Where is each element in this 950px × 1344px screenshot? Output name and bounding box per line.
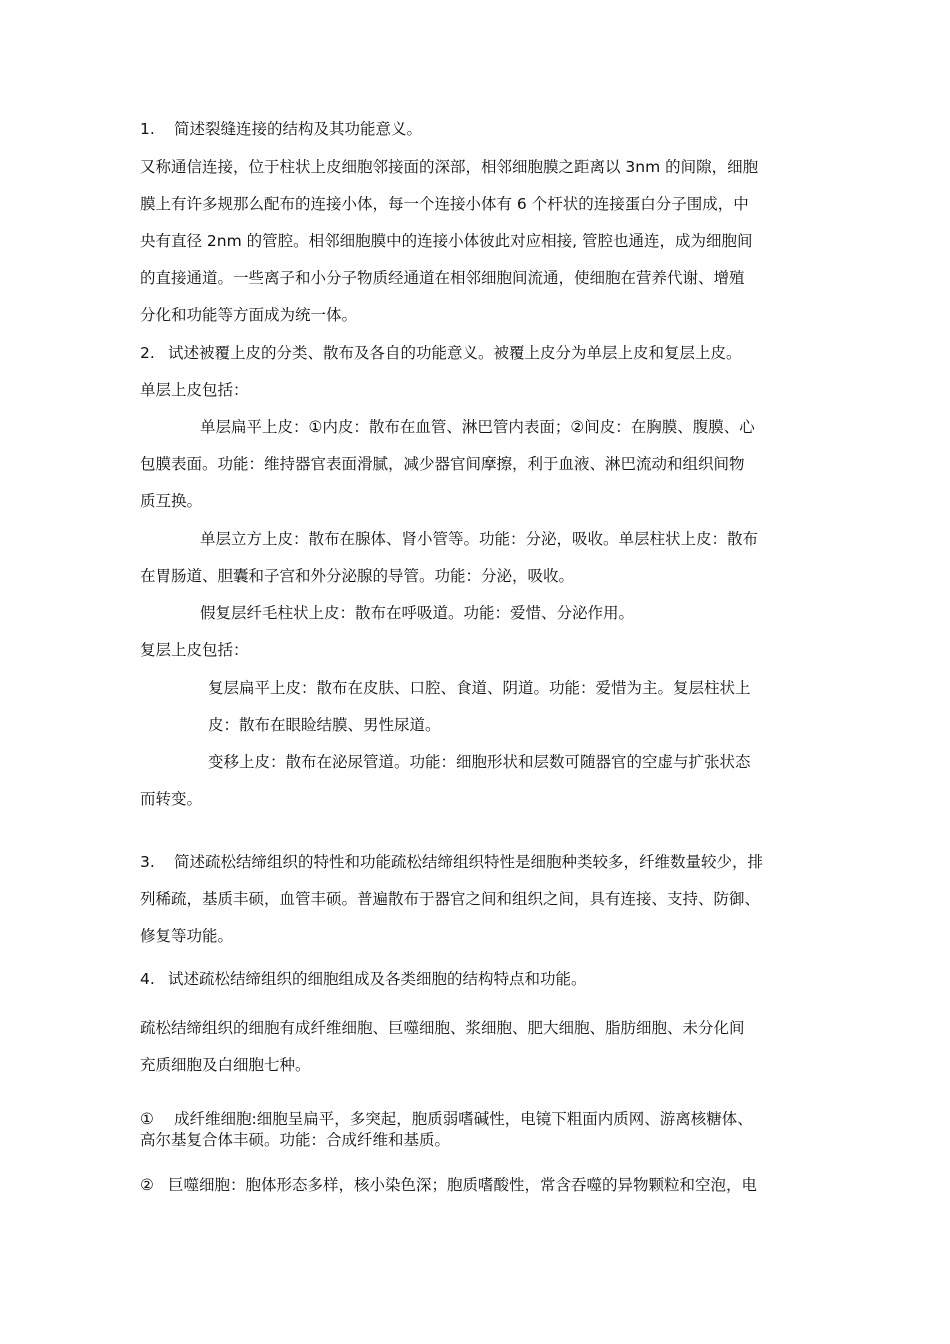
- q2-single-line-4: 单层立方上皮：散布在腺体、肾小管等。功能：分泌，吸收。单层柱状上皮：散布: [200, 530, 759, 548]
- q1-line-3: 央有直径 2nm 的管腔。相邻细胞膜中的连接小体彼此对应相接, 管腔也通连，成为细胞间: [140, 232, 753, 250]
- q3-line-2: 列稀疏，基质丰硕，血管丰硕。普遍散布于器官之间和组织之间，具有连接、支持、防御、: [140, 890, 761, 908]
- q1-number: 1.: [140, 120, 155, 138]
- q4-number: 4.: [140, 970, 155, 988]
- q2-number: 2.: [140, 344, 155, 362]
- q1-heading: [140, 118, 422, 140]
- q3-line-1: 简述疏松结缔组织的特性和功能疏松结缔组织特性是细胞种类较多，纤维数量较少，排: [174, 853, 764, 871]
- q4-intro-line-2: 充质细胞及白细胞七种。: [140, 1056, 311, 1074]
- q1-line-1: 又称通信连接，位于柱状上皮细胞邻接面的深部，相邻细胞膜之距离以 3nm 的间隙，细胞: [140, 158, 759, 176]
- q2-single-line-2: 包膜表面。功能：维持器官表面滑腻，减少器官间摩擦，利于血液、淋巴流动和组织间物: [140, 455, 745, 473]
- q3-heading: [140, 851, 763, 873]
- q4-item-1: [140, 1108, 753, 1130]
- q4-item1-line-2: 高尔基复合体丰硕。功能：合成纤维和基质。: [140, 1131, 451, 1149]
- q2-single-line-1: 单层扁平上皮：①内皮：散布在血管、淋巴管内表面；②间皮：在胸膜、腹膜、心: [200, 418, 755, 436]
- q3-number: 3.: [140, 853, 155, 871]
- q4-item2-number: ②: [140, 1176, 154, 1194]
- q1-line-5: 分化和功能等方面成为统一体。: [140, 306, 358, 324]
- q2-heading: [140, 342, 742, 364]
- q4-item2-line-1: 巨噬细胞：胞体形态多样，核小染色深；胞质嗜酸性，常含吞噬的异物颗粒和空泡，电: [168, 1176, 758, 1194]
- q2-single-line-6: 假复层纤毛柱状上皮：散布在呼吸道。功能：爱惜、分泌作用。: [200, 604, 635, 622]
- q2-single-line-5: 在胃肠道、胆囊和子宫和外分泌腺的导管。功能：分泌，吸收。: [140, 567, 575, 585]
- q4-item1-number: ①: [140, 1110, 154, 1128]
- q1-line-4: 的直接通道。一些离子和小分子物质经通道在相邻细胞间流通，使细胞在营养代谢、增殖: [140, 269, 745, 287]
- q4-heading: [140, 968, 587, 990]
- q2-single-title: 单层上皮包括：: [140, 381, 249, 399]
- q4-item-2: [140, 1174, 757, 1196]
- q4-heading-text: 试述疏松结缔组织的细胞组成及各类细胞的结构特点和功能。: [168, 970, 587, 988]
- q2-heading-text: 试述被覆上皮的分类、散布及各自的功能意义。被覆上皮分为单层上皮和复层上皮。: [168, 344, 742, 362]
- q2-strat-line-2: 皮：散布在眼睑结膜、男性尿道。: [208, 716, 441, 734]
- q1-line-2: 膜上有许多规那么配布的连接小体，每一个连接小体有 6 个杆状的连接蛋白分子围成，中: [140, 195, 749, 213]
- q2-strat-line-4: 而转变。: [140, 790, 203, 808]
- q3-line-3: 修复等功能。: [140, 927, 234, 945]
- q2-strat-title: 复层上皮包括：: [140, 641, 249, 659]
- q2-strat-line-1: 复层扁平上皮：散布在皮肤、口腔、食道、阴道。功能：爱惜为主。复层柱状上: [208, 679, 751, 697]
- q2-strat-line-3: 变移上皮：散布在泌尿管道。功能：细胞形状和层数可随器官的空虚与扩张状态: [208, 753, 751, 771]
- q4-item1-line-1: 成纤维细胞:细胞呈扁平，多突起，胞质弱嗜碱性，电镜下粗面内质网、游离核糖体、: [174, 1110, 753, 1128]
- q1-heading-text: 简述裂缝连接的结构及其功能意义。: [174, 120, 423, 138]
- q4-intro-line-1: 疏松结缔组织的细胞有成纤维细胞、巨噬细胞、浆细胞、肥大细胞、脂肪细胞、未分化间: [140, 1019, 745, 1037]
- q2-single-line-3: 质互换。: [140, 492, 203, 510]
